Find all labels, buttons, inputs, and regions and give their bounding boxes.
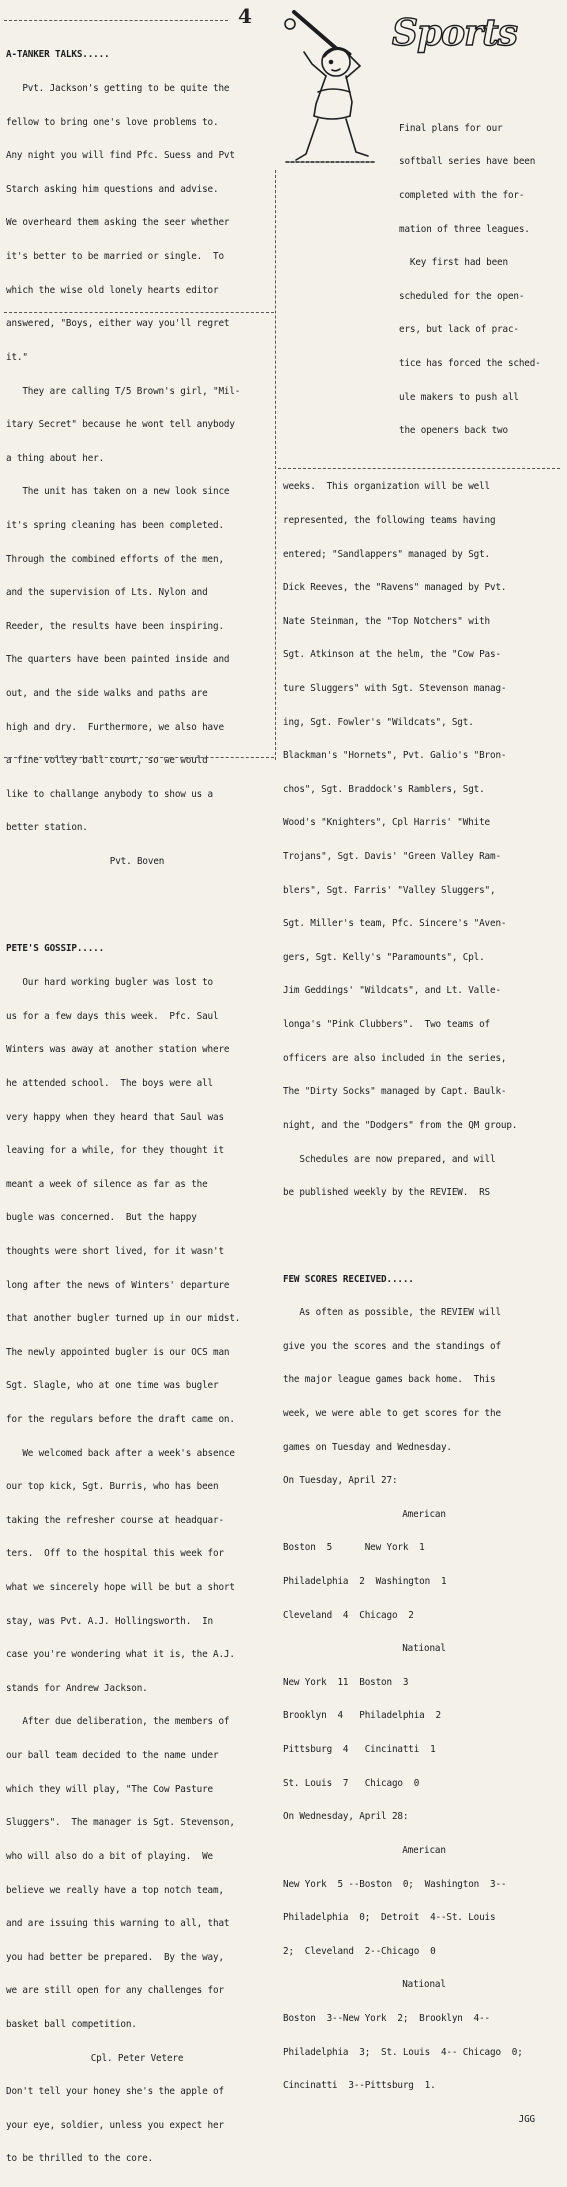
sports-masthead: Sports <box>392 12 518 54</box>
softball-line: Final plans for our <box>399 122 503 134</box>
tanker-talks-line: a fine volley ball court, so we would <box>6 755 208 767</box>
tanker-talks-line: The quarters have been painted inside and <box>6 654 230 666</box>
petes-gossip-line: Our hard working bugler was lost to <box>6 977 213 989</box>
score-line: Brooklyn 4 Philadelphia 2 <box>283 1710 441 1722</box>
score-line: Pittsburg 4 Cincinatti 1 <box>283 1744 436 1756</box>
petes-gossip-signature: Cpl. Peter Vetere <box>90 2052 184 2064</box>
column-rule <box>275 170 276 760</box>
softball-line: the openers back two <box>399 425 508 437</box>
tanker-talks-line: a thing about her. <box>6 452 105 464</box>
softball-line: weeks. This organization will be well <box>283 481 490 493</box>
footer-line: to be thrilled to the core. <box>6 2153 154 2165</box>
petes-gossip-line: thoughts were short lived, for it wasn't <box>6 1245 224 1257</box>
scores-intro-line: the major league games back home. This <box>283 1374 496 1386</box>
softball-line: night, and the "Dodgers" from the QM group. <box>283 1119 518 1131</box>
tanker-talks-line: The unit has taken on a new look since <box>6 486 230 498</box>
softball-line: chos", Sgt. Braddock's Ramblers, Sgt. <box>283 783 485 795</box>
petes-gossip-line: what we sincerely hope will be but a short <box>6 1582 235 1594</box>
scores-intro-line: As often as possible, the REVIEW will <box>283 1307 501 1319</box>
tanker-talks-line: it's spring cleaning has been completed. <box>6 519 224 531</box>
score-line: Philadelphia 3; St. Louis 4-- Chicago 0; <box>283 2046 523 2058</box>
tanker-talks-line: Any night you will find Pfc. Suess and Pvt <box>6 150 235 162</box>
tanker-talks-line: Reeder, the results have been inspiring. <box>6 620 224 632</box>
footer-rule <box>4 757 274 758</box>
petes-gossip-line: ters. Off to the hospital this week for <box>6 1548 224 1560</box>
softball-line: Blackman's "Hornets", Pvt. Galio's "Bron- <box>283 750 507 762</box>
softball-line: ule makers to push all <box>399 391 519 403</box>
score-line: New York 5 --Boston 0; Washington 3-- <box>283 1878 507 1890</box>
tanker-talks-line: Starch asking him questions and advise. <box>6 183 219 195</box>
score-line: 2; Cleveland 2--Chicago 0 <box>283 1945 436 1957</box>
softball-line: Key first had been <box>399 257 508 269</box>
petes-gossip-line: stands for Andrew Jackson. <box>6 1682 148 1694</box>
scores-intro-line: give you the scores and the standings of <box>283 1340 501 1352</box>
softball-line: ers, but lack of prac- <box>399 324 519 336</box>
petes-gossip-line: Sgt. Slagle, who at one time was bugler <box>6 1380 219 1392</box>
softball-line: Sgt. Atkinson at the helm, the "Cow Pas- <box>283 649 501 661</box>
softball-line: The "Dirty Socks" managed by Capt. Baulk- <box>283 1086 507 1098</box>
softball-line: Jim Geddings' "Wildcats", and Lt. Valle- <box>283 985 501 997</box>
scores-heading: FEW SCORES RECEIVED..... <box>283 1273 414 1285</box>
tanker-talks-line: it." <box>6 351 28 363</box>
right-column <box>283 78 565 2147</box>
softball-line: blers", Sgt. Farris' "Valley Sluggers", <box>283 884 496 896</box>
score-line: New York 11 Boston 3 <box>283 1676 409 1688</box>
tanker-talks-line: which the wise old lonely hearts editor <box>6 284 219 296</box>
tanker-talks-line: answered, "Boys, either way you'll regret <box>6 318 230 330</box>
petes-gossip-line: you had better be prepared. By the way, <box>6 1951 224 1963</box>
tanker-talks-line: it's better to be married or single. To <box>6 251 224 263</box>
tanker-talks-line: like to challange anybody to show us a <box>6 788 213 800</box>
tanker-talks-line: and the supervision of Lts. Nylon and <box>6 587 208 599</box>
softball-intro-narrow <box>283 100 565 459</box>
tanker-talks-line: fellow to bring one's love problems to. <box>6 116 219 128</box>
tanker-talks-line: We overheard them asking the seer whether <box>6 217 230 229</box>
softball-line: longa's "Pink Clubbers". Two teams of <box>283 1019 490 1031</box>
scores-intro-line: games on Tuesday and Wednesday. <box>283 1441 452 1453</box>
softball-line: Sgt. Miller's team, Pfc. Sincere's "Aven- <box>283 918 507 930</box>
american-league-label: American <box>402 1844 446 1856</box>
softball-line: Dick Reeves, the "Ravens" managed by Pvt. <box>283 582 507 594</box>
petes-gossip-line: leaving for a while, for they thought it <box>6 1145 224 1157</box>
petes-gossip-line: we are still open for any challenges for <box>6 1985 224 1997</box>
softball-line: Nate Steinman, the "Top Notchers" with <box>283 615 490 627</box>
score-line: Cleveland 4 Chicago 2 <box>283 1609 414 1621</box>
petes-gossip-line: The newly appointed bugler is our OCS man <box>6 1346 230 1358</box>
softball-line: Trojans", Sgt. Davis' "Green Valley Ram- <box>283 851 501 863</box>
softball-line: officers are also included in the series, <box>283 1052 507 1064</box>
tanker-talks-line: Through the combined efforts of the men, <box>6 553 224 565</box>
tanker-talks-signature: Pvt. Boven <box>109 856 165 868</box>
tanker-talks-line: itary Secret" because he wont tell anybody <box>6 419 235 431</box>
petes-gossip-line: which they will play, "The Cow Pasture <box>6 1783 213 1795</box>
petes-gossip-line: basket ball competition. <box>6 2018 137 2030</box>
petes-gossip-line: bugle was concerned. But the happy <box>6 1212 197 1224</box>
softball-line: represented, the following teams having <box>283 514 496 526</box>
tanker-talks-line: out, and the side walks and paths are <box>6 687 208 699</box>
tanker-talks-line: better station. <box>6 822 88 834</box>
petes-gossip-line: and are issuing this warning to all, that <box>6 1918 230 1930</box>
tanker-talks-line: high and dry. Furthermore, we also have <box>6 721 224 733</box>
wednesday-label: On Wednesday, April 28: <box>283 1811 409 1823</box>
score-line: Philadelphia 2 Washington 1 <box>283 1576 447 1588</box>
petes-gossip-line: case you're wondering what it is, the A.J. <box>6 1649 235 1661</box>
petes-gossip-heading: PETE'S GOSSIP..... <box>6 943 105 955</box>
score-line: Boston 5 New York 1 <box>283 1542 425 1554</box>
section-gap <box>283 1232 565 1240</box>
softball-line: ing, Sgt. Fowler's "Wildcats", Sgt. <box>283 716 474 728</box>
softball-line: softball series have been <box>399 156 536 168</box>
softball-line: gers, Sgt. Kelly's "Paramounts", Cpl. <box>283 951 485 963</box>
petes-gossip-line: very happy when they heard that Saul was <box>6 1111 224 1123</box>
softball-line: completed with the for- <box>399 190 525 202</box>
softball-line: scheduled for the open- <box>399 290 525 302</box>
tanker-talks-line: They are calling T/5 Brown's girl, "Mil- <box>6 385 241 397</box>
softball-line: Schedules are now prepared, and will <box>283 1153 496 1165</box>
tanker-talks-line: Pvt. Jackson's getting to be quite the <box>6 83 230 95</box>
national-league-label: National <box>402 1643 446 1655</box>
score-line: St. Louis 7 Chicago 0 <box>283 1777 420 1789</box>
section-gap <box>6 901 268 910</box>
petes-gossip-line: who will also do a bit of playing. We <box>6 1850 213 1862</box>
petes-gossip-line: long after the news of Winters' departure <box>6 1279 230 1291</box>
national-league-label: National <box>402 1979 446 1991</box>
softball-line: entered; "Sandlappers" managed by Sgt. <box>283 548 490 560</box>
top-rule <box>4 20 228 21</box>
score-line: Boston 3--New York 2; Brooklyn 4-- <box>283 2012 490 2024</box>
footer-line: Don't tell your honey she's the apple of <box>6 2086 224 2098</box>
softball-line: tice has forced the sched- <box>399 358 541 370</box>
petes-gossip-line: our ball team decided to the name under <box>6 1750 219 1762</box>
softball-line: be published weekly by the REVIEW. RS <box>283 1187 490 1199</box>
scores-intro-line: week, we were able to get scores for the <box>283 1407 501 1419</box>
tuesday-label: On Tuesday, April 27: <box>283 1475 398 1487</box>
petes-gossip-line: meant a week of silence as far as the <box>6 1178 208 1190</box>
petes-gossip-line: that another bugler turned up in our midst. <box>6 1313 241 1325</box>
petes-gossip-line: us for a few days this week. Pfc. Saul <box>6 1010 219 1022</box>
section-rule <box>4 312 274 313</box>
left-column <box>6 27 268 2187</box>
softball-line: Wood's "Knighters", Cpl Harris' "White <box>283 817 490 829</box>
petes-gossip-line: taking the refresher course at headquar- <box>6 1514 224 1526</box>
petes-gossip-line: Sluggers". The manager is Sgt. Stevenson, <box>6 1817 235 1829</box>
petes-gossip-line: he attended school. The boys were all <box>6 1077 213 1089</box>
score-line: Philadelphia 0; Detroit 4--St. Louis <box>283 1912 496 1924</box>
score-line: Cincinatti 3--Pittsburg 1. <box>283 2080 436 2092</box>
petes-gossip-line: We welcomed back after a week's absence <box>6 1447 235 1459</box>
petes-gossip-line: believe we really have a top notch team, <box>6 1884 224 1896</box>
scores-signature: JGG <box>518 2113 535 2125</box>
petes-gossip-line: Winters was away at another station where <box>6 1044 230 1056</box>
footer-line: your eye, soldier, unless you expect her <box>6 2119 224 2131</box>
softball-line: mation of three leagues. <box>399 223 530 235</box>
petes-gossip-line: for the regulars before the draft came on. <box>6 1413 235 1425</box>
softball-line: ture Sluggers" with Sgt. Stevenson manag- <box>283 682 507 694</box>
petes-gossip-line: stay, was Pvt. A.J. Hollingsworth. In <box>6 1615 213 1627</box>
tanker-talks-heading: A-TANKER TALKS..... <box>6 49 110 61</box>
page-number: 4 <box>238 4 252 28</box>
petes-gossip-line: After due deliberation, the members of <box>6 1716 230 1728</box>
petes-gossip-line: our top kick, Sgt. Burris, who has been <box>6 1481 219 1493</box>
american-league-label: American <box>402 1508 446 1520</box>
